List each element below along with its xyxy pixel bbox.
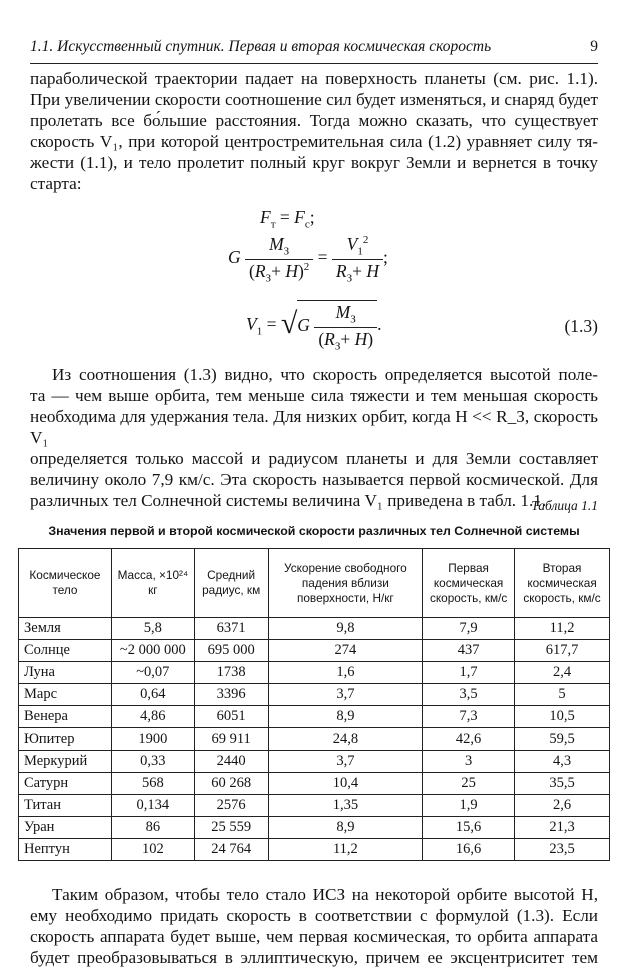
value-cell: 7,3 <box>423 706 515 728</box>
header-cell: Ускорение свободного падения вблизи поверхности, Н/кг <box>268 549 423 618</box>
value-cell: 2440 <box>194 750 268 772</box>
paragraph-2 <box>30 364 598 511</box>
paragraph-line: параболической траектории падает на поверхность планеты (см. рис. 1.1). <box>30 69 598 88</box>
value-cell: 21,3 <box>515 816 610 838</box>
value-cell: 0,64 <box>111 684 194 706</box>
table-row <box>19 816 610 838</box>
value-cell: 6051 <box>194 706 268 728</box>
header-cell: Первая космическая скорость, км/с <box>423 549 515 618</box>
value-cell: 10,5 <box>515 706 610 728</box>
value-cell: 5,8 <box>111 618 194 640</box>
paragraph-line: жести (1.1), и тело пролетит полный круг вокруг Земли и вернется в точку <box>30 153 598 172</box>
paragraph-line: Из соотношения (1.3) видно, что скорость определяется высотой поле- <box>52 365 598 384</box>
value-cell: 3,7 <box>268 750 423 772</box>
paragraph-line: скорость аппарата будет выше, чем первая космическая, то орбита аппарата <box>30 927 598 946</box>
value-cell: 4,3 <box>515 750 610 772</box>
paragraph-1 <box>30 68 598 194</box>
value-cell: 8,9 <box>268 706 423 728</box>
body-name-cell: Земля <box>19 618 112 640</box>
value-cell: 617,7 <box>515 640 610 662</box>
value-cell: 6371 <box>194 618 268 640</box>
cosmic-velocity-table <box>18 548 610 861</box>
paragraph-line: пролетать все бо́льшие расстояния. Тогда можно сказать, что существует <box>30 111 598 130</box>
paragraph-line: различных тел Солнечной системы величина V₁ приведена в табл. 1.1. <box>30 491 547 510</box>
table-body <box>19 618 610 861</box>
table-row <box>19 750 610 772</box>
page-number: 9 <box>590 38 598 55</box>
value-cell: 42,6 <box>423 728 515 750</box>
header-rule <box>30 63 598 64</box>
value-cell: 25 <box>423 772 515 794</box>
value-cell: 2576 <box>194 794 268 816</box>
value-cell: 3 <box>423 750 515 772</box>
equation-number: (1.3) <box>564 316 598 336</box>
value-cell: 5 <box>515 684 610 706</box>
paragraph-line: Таким образом, чтобы тело стало ИСЗ на некоторой орбите высотой H, <box>52 885 598 904</box>
table-row <box>19 684 610 706</box>
value-cell: 59,5 <box>515 728 610 750</box>
header-title: 1.1. Искусственный спутник. Первая и вторая космическая скорость <box>30 38 492 55</box>
table-row <box>19 772 610 794</box>
value-cell: 69 911 <box>194 728 268 750</box>
value-cell: 60 268 <box>194 772 268 794</box>
value-cell: 1,9 <box>423 794 515 816</box>
value-cell: 102 <box>111 838 194 860</box>
value-cell: 10,4 <box>268 772 423 794</box>
value-cell: 3,5 <box>423 684 515 706</box>
table-title: Значения первой и второй космической скорости различных тел Солнечной системы <box>48 524 580 538</box>
table-caption: Таблица 1.1 <box>531 498 598 513</box>
value-cell: 1738 <box>194 662 268 684</box>
body-name-cell: Сатурн <box>19 772 112 794</box>
value-cell: 25 559 <box>194 816 268 838</box>
table-row <box>19 794 610 816</box>
value-cell: 0,134 <box>111 794 194 816</box>
paragraph-line: старта: <box>30 174 82 193</box>
value-cell: 568 <box>111 772 194 794</box>
table-row <box>19 662 610 684</box>
value-cell: 86 <box>111 816 194 838</box>
body-name-cell: Марс <box>19 684 112 706</box>
value-cell: 15,6 <box>423 816 515 838</box>
table-header-row <box>19 549 610 618</box>
equation-gravity-centripetal: G $\frac{M_З}{(R_З+ H)^2}$ = $\frac{V_1^2}{R_З+ H}$ ; <box>228 234 388 284</box>
table-row <box>19 640 610 662</box>
body-name-cell: Юпитер <box>19 728 112 750</box>
table-row <box>19 728 610 750</box>
value-cell: 3,7 <box>268 684 423 706</box>
table-row <box>19 706 610 728</box>
value-cell: 2,6 <box>515 794 610 816</box>
value-cell: 16,6 <box>423 838 515 860</box>
value-cell: 1,7 <box>423 662 515 684</box>
paragraph-line: будет преобразовываться в эллиптическую, причем ее эксцентриситет тем <box>30 948 598 967</box>
paragraph-line: величину около 7,9 км/с. Эта скорость называется первой космической. Для <box>30 470 598 489</box>
body-name-cell: Венера <box>19 706 112 728</box>
body-name-cell: Уран <box>19 816 112 838</box>
body-name-cell: Солнце <box>19 640 112 662</box>
header-cell: Средний радиус, км <box>194 549 268 618</box>
value-cell: 274 <box>268 640 423 662</box>
paragraph-3 <box>30 884 598 968</box>
value-cell: 1900 <box>111 728 194 750</box>
value-cell: 9,8 <box>268 618 423 640</box>
value-cell: 3396 <box>194 684 268 706</box>
value-cell: ~2 000 000 <box>111 640 194 662</box>
value-cell: 8,9 <box>268 816 423 838</box>
body-name-cell: Нептун <box>19 838 112 860</box>
value-cell: 35,5 <box>515 772 610 794</box>
body-name-cell: Меркурий <box>19 750 112 772</box>
value-cell: 2,4 <box>515 662 610 684</box>
paragraph-line: ему необходимо придать скорость в соответствии с формулой (1.3). Если <box>30 906 598 925</box>
value-cell: 1,6 <box>268 662 423 684</box>
paragraph-line: необходима для удержания тела. Для низких орбит, когда H << R_З, скорость V₁ <box>30 407 598 447</box>
equation-first-cosmic-velocity: $V_1 = √G$ $\frac{M_З}{(R_З+ H)}$ . <box>246 302 382 352</box>
value-cell: 7,9 <box>423 618 515 640</box>
body-name-cell: Луна <box>19 662 112 684</box>
value-cell: 11,2 <box>268 838 423 860</box>
value-cell: 23,5 <box>515 838 610 860</box>
value-cell: 24,8 <box>268 728 423 750</box>
paragraph-line: скорость V₁, при которой центростремительная сила (1.2) уравняет силу тя- <box>30 132 598 151</box>
value-cell: 437 <box>423 640 515 662</box>
value-cell: 1,35 <box>268 794 423 816</box>
table-row <box>19 838 610 860</box>
paragraph-line: определяется только массой и радиусом планеты и для Земли составляет <box>30 449 598 468</box>
value-cell: 24 764 <box>194 838 268 860</box>
header-cell: Масса, ×10²⁴ кг <box>111 549 194 618</box>
value-cell: 695 000 <box>194 640 268 662</box>
value-cell: 4,86 <box>111 706 194 728</box>
value-cell: 0,33 <box>111 750 194 772</box>
value-cell: ~0,07 <box>111 662 194 684</box>
value-cell: 11,2 <box>515 618 610 640</box>
paragraph-line: та — чем выше орбита, тем меньше сила тяжести и тем меньшая скорость <box>30 386 598 405</box>
header-cell: Космическое тело <box>19 549 112 618</box>
equation-force-balance: $F_т = F_c$; <box>260 207 315 231</box>
paragraph-line: При увеличении скорости соотношение сил будет изменяться, и снаряд будет <box>30 90 598 109</box>
table-row <box>19 618 610 640</box>
body-name-cell: Титан <box>19 794 112 816</box>
header-cell: Вторая космическая скорость, км/с <box>515 549 610 618</box>
